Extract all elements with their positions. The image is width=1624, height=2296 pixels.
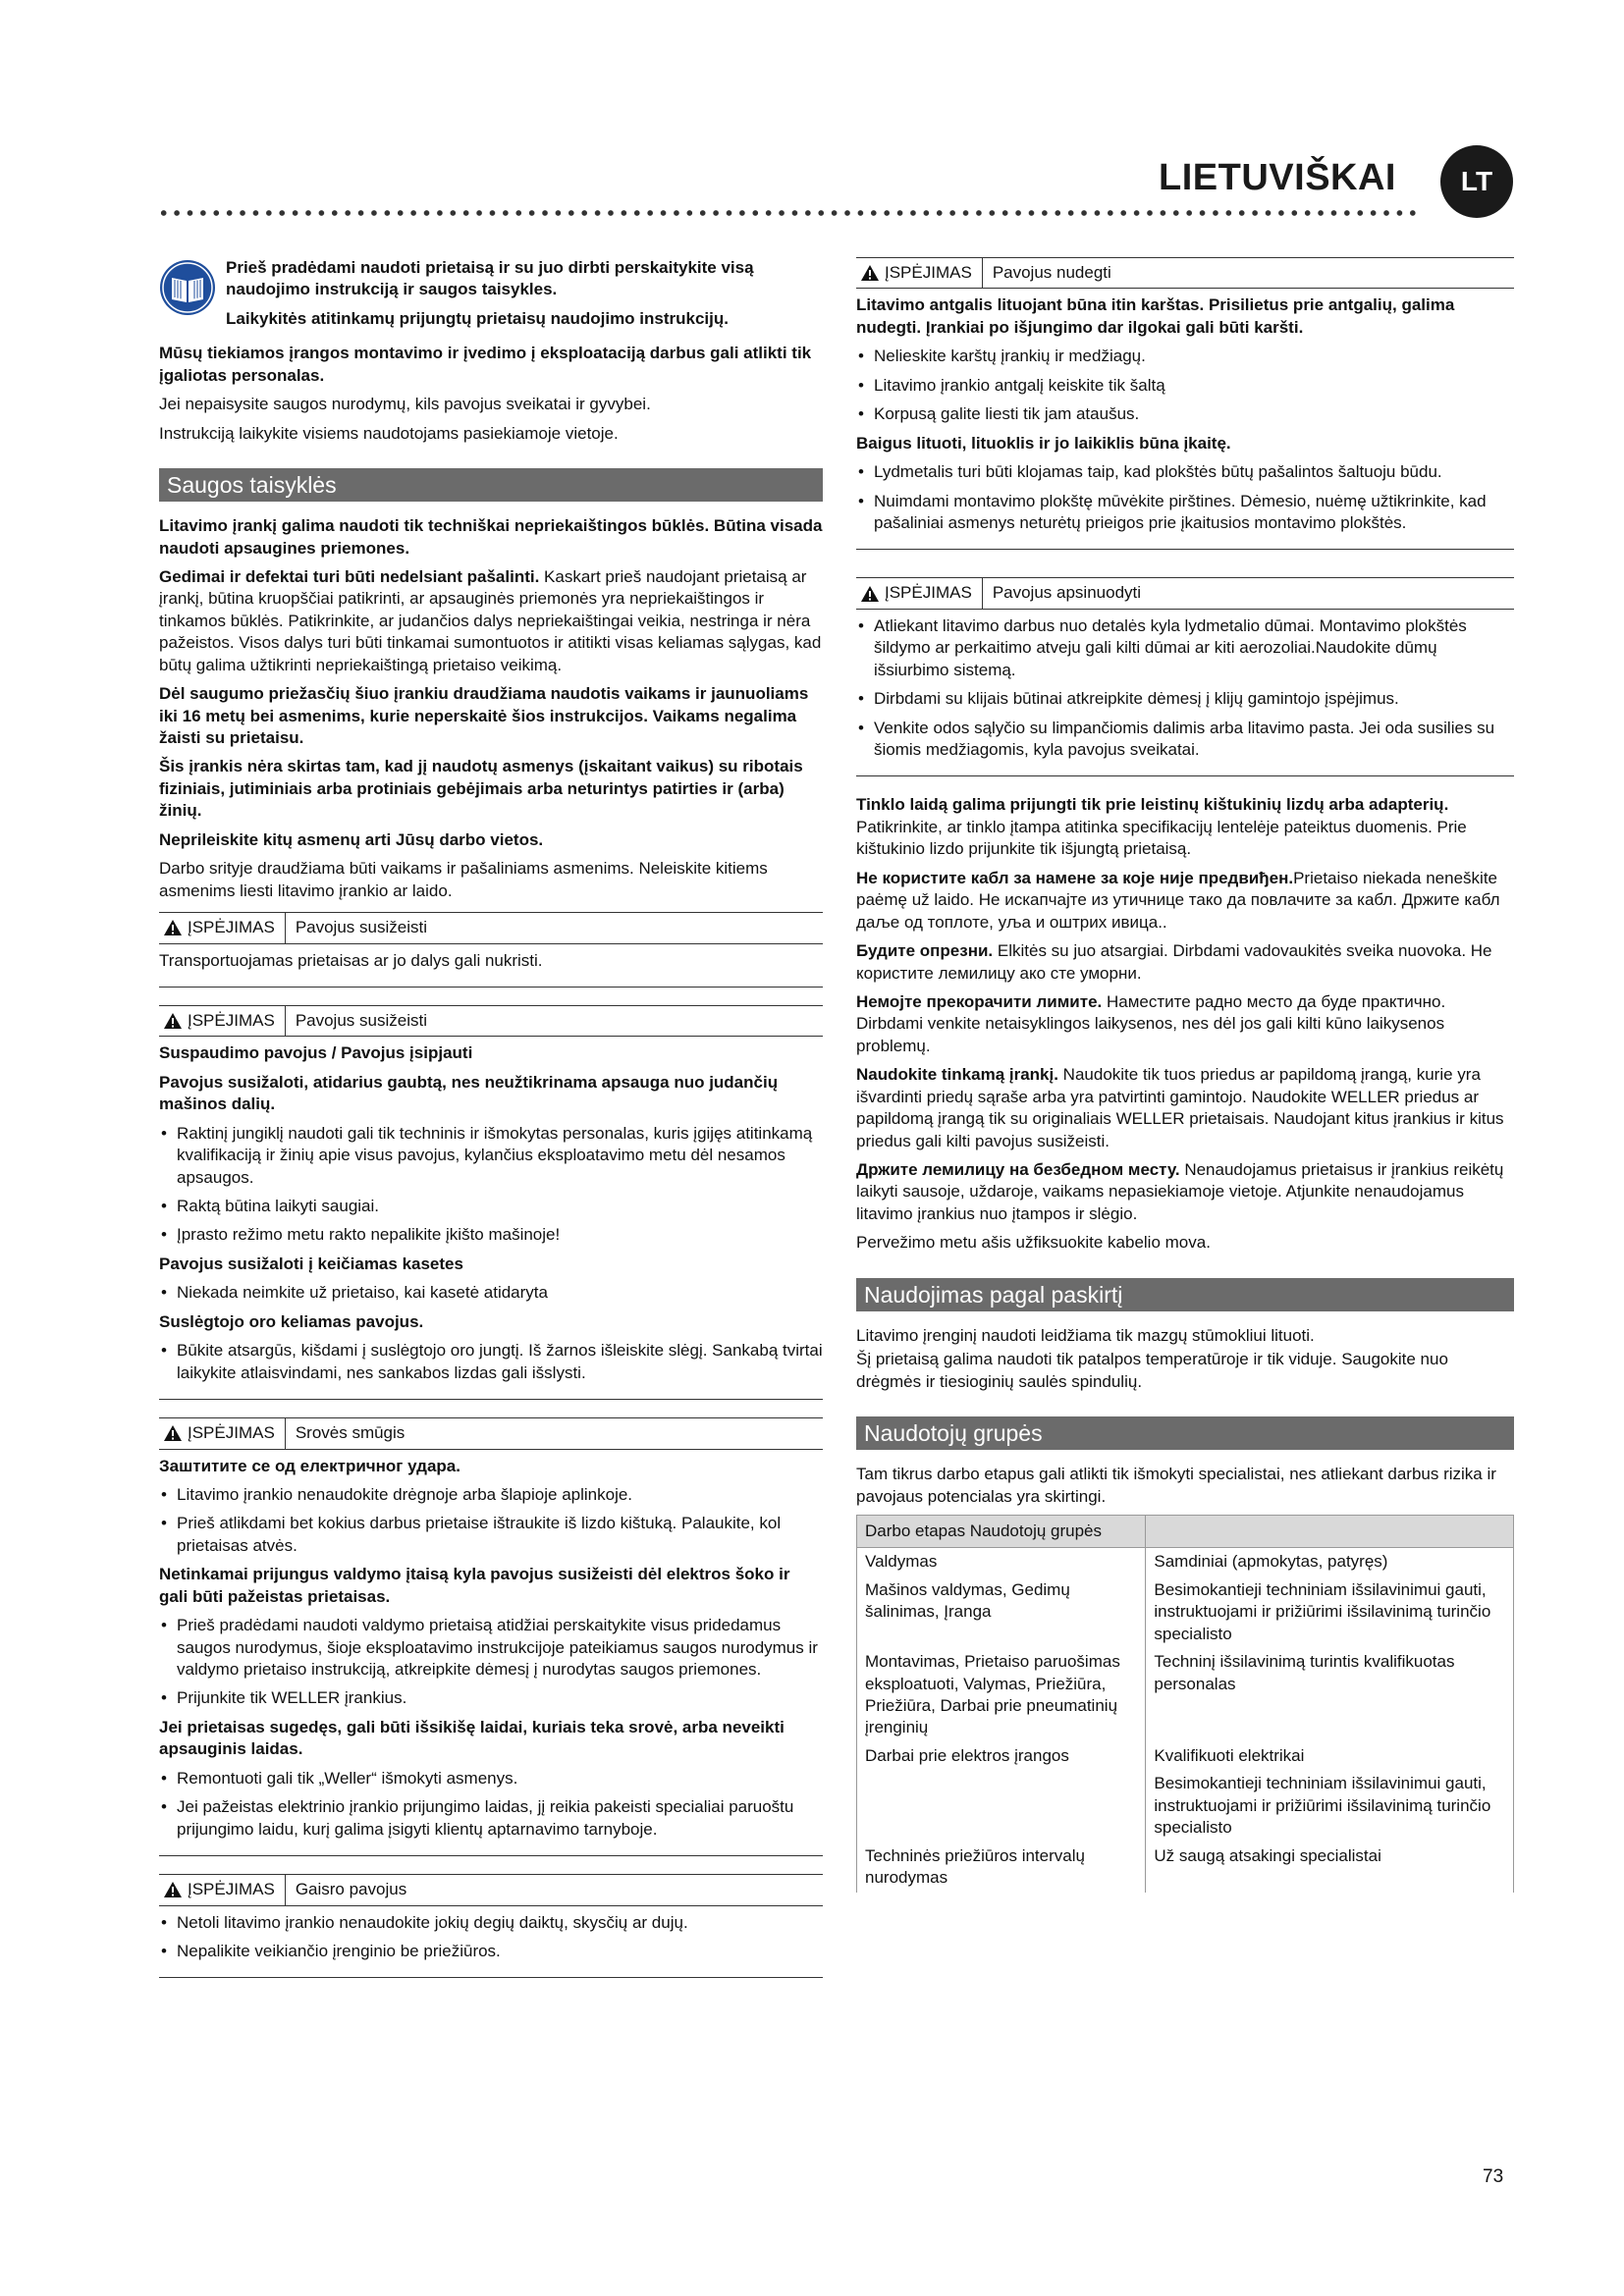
language-badge: LT: [1440, 145, 1513, 218]
table-cell: Mašinos valdymas, Gedimų šalinimas, Įranga: [857, 1576, 1146, 1648]
bullet-item: • Remontuoti gali tik „Weller“ išmokyti asmenys.: [159, 1768, 823, 1789]
warning-label: [856, 578, 983, 608]
table-cell: Besimokantieji techniniam išsilavinimui gauti, instruktuojami ir prižiūrimi išsilavinimą turinčio specialisto: [1146, 1576, 1514, 1648]
warning-subtitle: Suspaudimo pavojus / Pavojus įsipjauti: [159, 1043, 473, 1063]
section-heading-user-groups: Naudotojų grupės: [856, 1416, 1514, 1450]
safety-paragraph-3: Dėl saugumo priežasčių šiuo įrankiu draudžiama naudotis vaikams ir jaunuoliams iki 16 metų bei asmenims, kurie neperskaitė šios instrukcijos. Vaikams negalima žaisti su prietaisu.: [159, 684, 809, 747]
warning-subheading: Jei prietaisas sugedęs, gali būti išsikišę laidai, kuriais teka srovė, arba neveikti apsauginis laidas.: [159, 1717, 785, 1759]
safety-paragraph-2-bold: Gedimai ir defektai turi būti nedelsiant pašalinti.: [159, 566, 540, 586]
intro-block: [159, 257, 823, 337]
tool-paragraph-bold: Naudokite tinkamą įrankį.: [856, 1065, 1058, 1085]
table-cell: Besimokantieji techniniam išsilavinimui gauti, instruktuojami ir prižiūrimi išsilavinimą turinčio specialisto: [1146, 1770, 1514, 1842]
bullet-item: • Raktinį jungiklį naudoti gali tik techninis ir išmokytas personalas, kuris įgijęs atitinkamą kvalifikaciją ir žinių apie visus pavojus, kylančius eksploatavimo metu dėl nesamos apsaugos.: [159, 1123, 823, 1189]
transport-paragraph: Pervežimo metu ašis užfiksuokite kabelio mova.: [856, 1233, 1211, 1253]
warning-box-injury-2: [159, 1005, 823, 1400]
limits-paragraph: [856, 991, 1514, 1057]
warning-triangle-icon: [163, 919, 183, 936]
warning-subheading: Netinkamai prijungus valdymo įtaisą kyla pavojus susižeisti dėl elektros šoko ir gali būti pažeistas prietaisas.: [159, 1565, 790, 1606]
intro-line-2: Laikykitės atitinkamų prijungtų prietaisų naudojimo instrukcijų.: [226, 308, 729, 328]
warning-label: [159, 1418, 286, 1448]
right-column: [856, 257, 1514, 1893]
usage-paragraph-1: Litavimo įrenginį naudoti leidžiama tik mazgų stūmokliui lituoti.: [856, 1325, 1315, 1345]
intro-paragraph-3: Instrukciją laikykite visiems naudotojams pasiekiamoje vietoje.: [159, 423, 619, 443]
table-row: [857, 1548, 1514, 1576]
table-cell: Samdiniai (apmokytas, patyręs): [1146, 1548, 1514, 1576]
warning-label: [856, 258, 983, 288]
warning-box-injury-1: [159, 912, 823, 988]
user-groups-table: [856, 1515, 1514, 1893]
bullet-item: • Būkite atsargūs, kišdami į suslėgtojo oro jungtį. Iš žarnos išleiskite slėgį. Sankabą tvirtai laikykite atlaisvindami, nes sankabos lizdas gali išslysti.: [159, 1340, 823, 1384]
bullet-item: • Raktą būtina laikyti saugiai.: [159, 1196, 823, 1217]
bullet-item: • Prieš pradėdami naudoti valdymo prietaisą atidžiai perskaitykite visus pridedamus saugos nurodymus, šioje eksploatavimo instrukcijoje pateikiamus saugos nurodymus ir valdymo prietaiso instrukciją, atkreipkite dėmesį į nurodytas saugos priemones.: [159, 1615, 823, 1681]
bullet-item: • Atliekant litavimo darbus nuo detalės kyla lydmetalio dūmai. Montavimo plokštės šildymo ar perkaitimo atveju gali kilti dūmai ar kiti aerozoliai.Naudokite dūmų išsiurbimo sistemą.: [856, 615, 1514, 681]
storage-paragraph-text: Nenaudojamus prietaisus ir įrankius reikėtų laikyti sausoje, uždaroje, vaikams nepasiekiamoje vietoje. Atjunkite nenaudojamus litavimo įrankius nuo įtampos ir slėgio.: [856, 1160, 1504, 1223]
safety-paragraph-2-text: Kaskart prieš naudojant prietaisą ar įrankį, būtina kruopščiai patikrinti, ar apsauginės priemonės yra nepriekaištingos ir tinkamos būklės. Patikrinkite, ar judančios dalys nepriekaištingai veikia, nestringa ir nėra pažeistos. Visos dalys turi būti tinkamai sumontuotos ir atitikti visas keliamas sąlygas, kad būtų galima užtikrinti nepriekaištingą prietaiso veikimą.: [159, 566, 822, 674]
table-row: [857, 1770, 1514, 1842]
limits-paragraph-text: Наместите радно место да буде практично. Dirbdami venkite netaisyklingos laikysenos, nes dėl jos gali kilti kūno laikysenos problemų.: [856, 991, 1446, 1055]
warning-triangle-icon: [163, 1012, 183, 1030]
bullet-item: • Litavimo įrankio antgalį keiskite tik šaltą: [856, 375, 1514, 397]
usage-paragraph-2: Šį prietaisą galima naudoti tik patalpos temperatūroje ir tik viduje. Saugokite nuo drėgmės ir tiesioginių saulės spindulių.: [856, 1350, 1448, 1391]
warning-header: [159, 1006, 823, 1037]
warning-label-text: ĮSPĖJIMAS: [188, 1423, 275, 1443]
bullet-item: • Netoli litavimo įrankio nenaudokite jokių degių daiktų, skysčių ar dujų.: [159, 1912, 823, 1934]
section-heading-intended-use: Naudojimas pagal paskirtį: [856, 1278, 1514, 1311]
intro-paragraph-2: Jei nepaisysite saugos nurodymų, kils pavojus sveikatai ir gyvybei.: [159, 395, 651, 414]
safety-paragraph-5: Neprileiskite kitų asmenų arti Jūsų darbo vietos.: [159, 829, 544, 849]
table-row: [857, 1576, 1514, 1648]
book-icon: [159, 259, 216, 316]
warning-subheading: Pavojus susižaloti į keičiamas kasetes: [159, 1254, 463, 1273]
intro-paragraph-1: Mūsų tiekiamos įrangos montavimo ir įvedimo į eksploataciją darbus gali atlikti tik įgaliotas personalas.: [159, 344, 812, 385]
cable-paragraph: [856, 868, 1514, 934]
table-cell: Už saugą atsakingi specialistai: [1146, 1842, 1514, 1893]
bullet-item: • Jei pažeistas elektrinio įrankio prijungimo laidas, jį reikia pakeisti specialiai paruoštu prijungimo laidu, kurį galima įsigyti klientų aptarnavimo tarnyboje.: [159, 1796, 823, 1841]
safety-paragraph-1: Litavimo įrankį galima naudoti tik techniškai nepriekaištingos būklės. Būtina visada naudoti apsaugines priemones.: [159, 516, 823, 558]
careful-paragraph-text: Elkitės su juo atsargiai. Dirbdami vadovaukitės sveika nuovoka. Не користите лемилицу ако сте уморни.: [856, 941, 1492, 983]
warning-header: [159, 913, 823, 943]
limits-paragraph-bold: Немојте прекорачити лимите.: [856, 991, 1103, 1011]
bullet-item: • Nelieskite karštų įrankių ir medžiagų.: [856, 346, 1514, 367]
warning-subheading: Baigus lituoti, lituoklis ir jo laikiklis būna įkaitę.: [856, 433, 1231, 453]
warning-subtitle: Litavimo antgalis lituojant būna itin karštas. Prisilietus prie antgalių, galima nudegti. Įrankiai po išjungimo dar ilgokai gali būti karšti.: [856, 295, 1455, 337]
groups-paragraph: Tam tikrus darbo etapus gali atlikti tik išmokyti specialistai, nes atliekant darbus rizika ir pavojaus potencialas yra skirtingi.: [856, 1465, 1496, 1506]
table-header-cell-empty: [1146, 1515, 1514, 1547]
cable-paragraph-text: Prietaiso niekada neneškite paėmę už laido. Не искапчајте из утичнице тако да повлачите за кабл. Држите кабл даље од топлоте, уља и оштрих ивица..: [856, 868, 1500, 932]
table-cell: [857, 1770, 1146, 1842]
warning-triangle-icon: [860, 585, 880, 603]
page-header-title: LIETUVIŠKAI: [1159, 157, 1396, 198]
warning-title: Pavojus nudegti: [992, 263, 1111, 282]
table-cell: Techninį išsilavinimą turintis kvalifikuotas personalas: [1146, 1648, 1514, 1742]
table-row: [857, 1648, 1514, 1742]
storage-paragraph: [856, 1159, 1514, 1225]
table-row: [857, 1742, 1514, 1770]
mains-paragraph-text: Patikrinkite, ar tinklo įtampa atitinka specifikacijų lentelėje pateiktus duomenis. Prie kištukinio lizdo prijunkite tik išjungtą prietaisą.: [856, 817, 1467, 859]
warning-header: [856, 578, 1514, 609]
table-row: [857, 1842, 1514, 1893]
bullet-item: • Nepalikite veikiančio įrenginio be priežiūros.: [159, 1941, 823, 1962]
warning-triangle-icon: [163, 1424, 183, 1442]
bullet-item: • Niekada neimkite už prietaiso, kai kasetė atidaryta: [159, 1282, 823, 1304]
bullet-item: • Korpusą galite liesti tik jam ataušus.: [856, 403, 1514, 425]
table-cell: Darbai prie elektros įrangos: [857, 1742, 1146, 1770]
warning-subheading: Suslėgtojo oro keliamas pavojus.: [159, 1311, 424, 1331]
dotted-divider: [157, 208, 1416, 218]
page-number: 73: [1483, 2166, 1504, 2187]
table-cell: Kvalifikuoti elektrikai: [1146, 1742, 1514, 1770]
bullet-item: • Lydmetalis turi būti klojamas taip, kad plokštės būtų pašalintos šaltuoju būdu.: [856, 461, 1514, 483]
table-cell: Montavimas, Prietaiso paruošimas eksploatuoti, Valymas, Priežiūra, Priežiūra, Darbai prie pneumatinių įrenginių: [857, 1648, 1146, 1742]
warning-box-burn: [856, 257, 1514, 550]
section-heading-safety: Saugos taisyklės: [159, 468, 823, 502]
warning-label-text: ĮSPĖJIMAS: [885, 263, 972, 282]
tool-paragraph: [856, 1064, 1514, 1152]
storage-paragraph-bold: Држите лемилицу на безбедном месту.: [856, 1160, 1180, 1179]
warning-label: [159, 1006, 286, 1036]
warning-title: Srovės smūgis: [295, 1423, 406, 1443]
bullet-item: • Dirbdami su klijais būtinai atkreipkite dėmesį į klijų gamintojo įspėjimus.: [856, 688, 1514, 710]
bullet-item: • Prijunkite tik WELLER įrankius.: [159, 1687, 823, 1709]
intro-line-1: Prieš pradėdami naudoti prietaisą ir su juo dirbti perskaitykite visą naudojimo instrukciją ir saugos taisykles.: [226, 258, 754, 299]
bullet-item: • Nuimdami montavimo plokštę mūvėkite pirštines. Dėmesio, nuėmę užtikrinkite, kad pašaliniai asmenys neturėtų prieigos prie įkaitusios montavimo plokštės.: [856, 491, 1514, 535]
careful-paragraph-bold: Будите опрезни.: [856, 941, 994, 961]
warning-text: Transportuojamas prietaisas ar jo dalys gali nukristi.: [159, 950, 543, 970]
warning-subtitle: Заштитите се од електричног удара.: [159, 1456, 460, 1475]
warning-paragraph: Pavojus susižaloti, atidarius gaubtą, nes neužtikrinama apsauga nuo judančių mašinos dalių.: [159, 1072, 779, 1114]
bullet-item: • Litavimo įrankio nenaudokite drėgnoje arba šlapioje aplinkoje.: [159, 1484, 823, 1506]
bullet-item: • Venkite odos sąlyčio su limpančiomis dalimis arba litavimo pasta. Jei oda susilies su šiomis medžiagomis, kyla pavojus sveikatai.: [856, 718, 1514, 762]
warning-label: [159, 913, 286, 942]
tool-paragraph-text: Naudokite tik tuos priedus ar papildomą įrangą, kurie yra išvardinti priedų sąraše arba yra patvirtinti gamintojo. Naudokite WELLER priedus ar papildomą įrangą tik su originaliais WELLER prietaisais. Naudojant kitus įrankius ir kitus priedus gali kilti pavojus susižeisti.: [856, 1065, 1504, 1150]
warning-label-text: ĮSPĖJIMAS: [188, 1010, 275, 1030]
table-header-row: [857, 1515, 1514, 1547]
warning-label-text: ĮSPĖJIMAS: [188, 1880, 275, 1899]
warning-header: [159, 1418, 823, 1449]
table-cell: Valdymas: [857, 1548, 1146, 1576]
warning-label: [159, 1875, 286, 1904]
warning-box-poisoning: [856, 577, 1514, 776]
warning-title: Gaisro pavojus: [295, 1880, 407, 1899]
bullet-item: • Įprasto režimo metu rakto nepalikite įkišto mašinoje!: [159, 1224, 823, 1246]
warning-header: [159, 1875, 823, 1905]
warning-triangle-icon: [860, 264, 880, 282]
careful-paragraph: [856, 940, 1514, 985]
warning-box-electric-shock: [159, 1417, 823, 1856]
warning-label-text: ĮSPĖJIMAS: [188, 918, 275, 937]
warning-title: Pavojus apsinuodyti: [992, 583, 1142, 603]
warning-title: Pavojus susižeisti: [295, 918, 427, 937]
warning-label-text: ĮSPĖJIMAS: [885, 583, 972, 603]
cable-paragraph-bold: Не користите кабл за намене за које није предвиђен.: [856, 868, 1294, 887]
mains-paragraph: [856, 794, 1514, 860]
warning-title: Pavojus susižeisti: [295, 1010, 427, 1030]
safety-paragraph-6: Darbo srityje draudžiama būti vaikams ir pašaliniams asmenims. Neleiskite kitiems asmenims liesti litavimo įrankio ar laido.: [159, 859, 768, 900]
left-column: [159, 257, 823, 1996]
warning-header: [856, 258, 1514, 289]
bullet-item: • Prieš atlikdami bet kokius darbus prietaise ištraukite iš lizdo kištuką. Palaukite, kol prietaisas atvės.: [159, 1513, 823, 1557]
mains-paragraph-bold: Tinklo laidą galima prijungti tik prie leistinų kištukinių lizdų arba adapterių.: [856, 795, 1449, 815]
table-cell: Techninės priežiūros intervalų nurodymas: [857, 1842, 1146, 1893]
warning-box-fire: [159, 1874, 823, 1978]
safety-paragraph-2: [159, 566, 823, 676]
safety-paragraph-4: Šis įrankis nėra skirtas tam, kad jį naudotų asmenys (įskaitant vaikus) su ribotais fiziniais, jutiminiais arba protiniais gebėjimais arba neturintys patirties ir (arba) žinių.: [159, 757, 803, 821]
warning-triangle-icon: [163, 1881, 183, 1898]
table-header-cell: Darbo etapas Naudotojų grupės: [857, 1515, 1146, 1547]
